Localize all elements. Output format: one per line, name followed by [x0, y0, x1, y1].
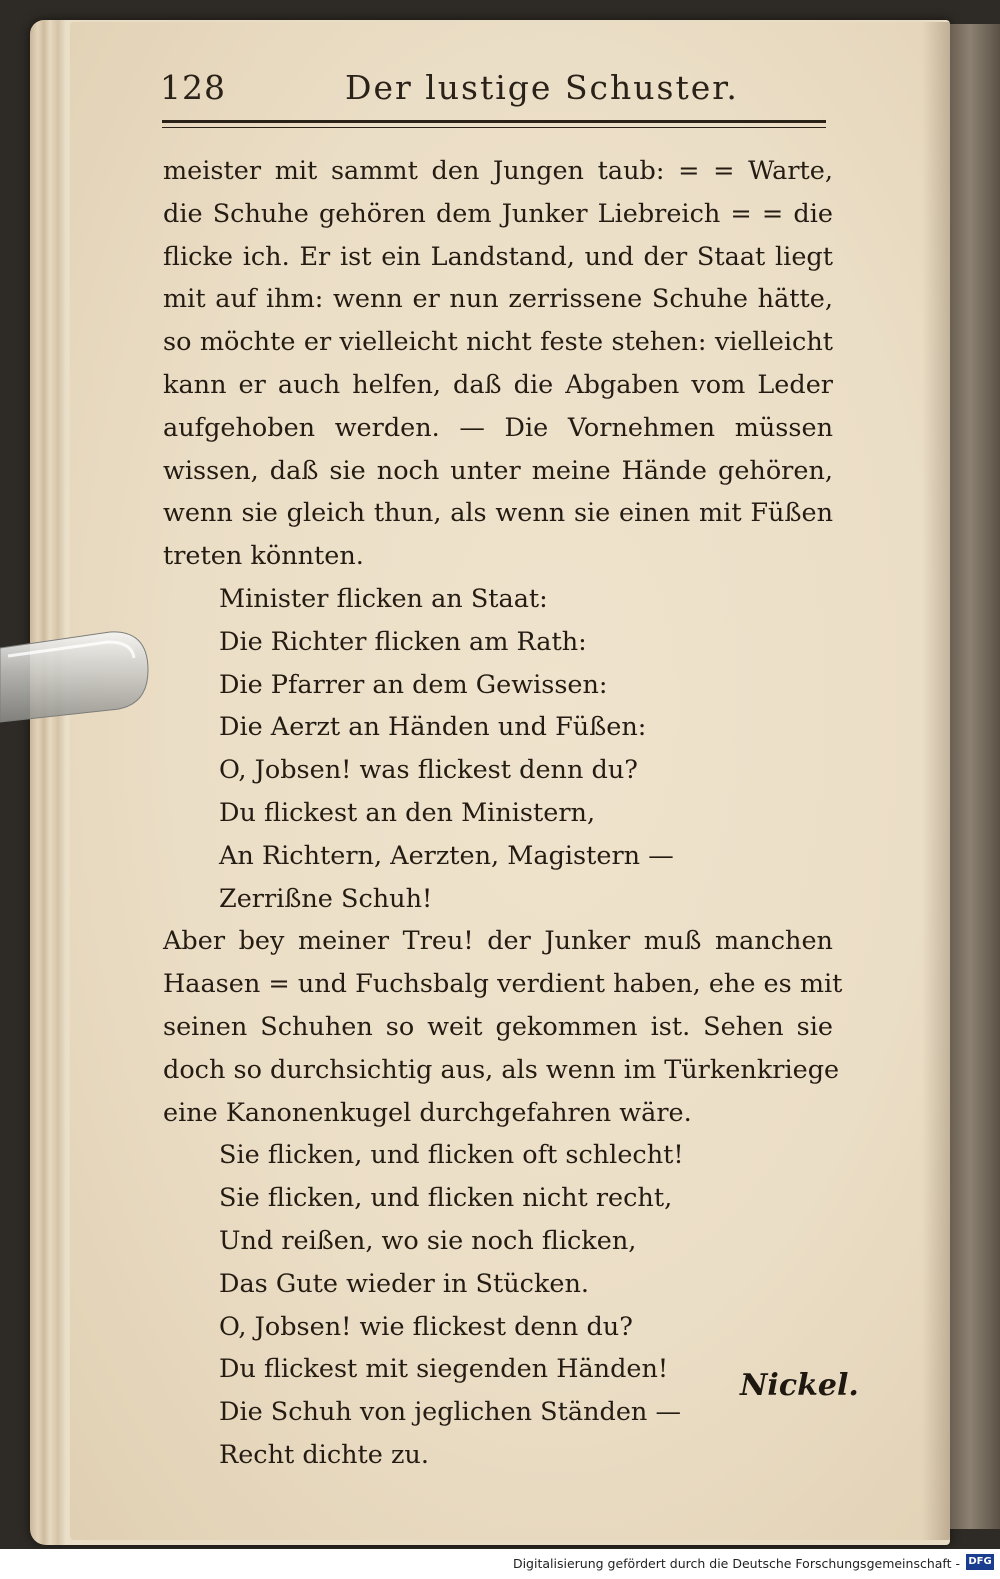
text-line: kann er auch helfen, daß die Abgaben vom Leder: [163, 369, 833, 400]
page-gutter-shadow: [922, 22, 950, 1540]
text-line: mit auf ihm: wenn er nun zerrissene Schuhe hätte,: [163, 284, 833, 315]
prose-paragraph-1: [163, 150, 833, 578]
text-line: die Schuhe gehören dem Junker Liebreich = = die: [163, 198, 833, 229]
text-line: flicke ich. Er ist ein Landstand, und der Staat liegt: [163, 241, 833, 272]
verse-stanza-1: [163, 578, 833, 920]
verse-stanza-2: [163, 1134, 833, 1476]
verse-line: Und reißen, wo sie noch flicken,: [219, 1225, 637, 1256]
verse-line: Du flickest an den Ministern,: [219, 797, 596, 828]
running-title: Der lustige Schuster.: [345, 68, 739, 107]
verse-line: O, Jobsen! was flickest denn du?: [219, 755, 638, 786]
verse-line: Sie flicken, und flicken oft schlecht!: [219, 1140, 684, 1171]
verse-line: Die Schuh von jeglichen Ständen —: [219, 1397, 681, 1428]
signature: Nickel.: [740, 1368, 859, 1403]
text-line: doch so durchsichtig aus, als wenn im Türkenkriege: [163, 1054, 840, 1085]
verse-line: Recht dichte zu.: [219, 1439, 429, 1470]
verse-line: Sie flicken, und flicken nicht recht,: [219, 1183, 673, 1214]
text-line: Haasen = und Fuchsbalg verdient haben, ehe es mit: [163, 969, 843, 1000]
facing-page-edge: [950, 24, 1000, 1529]
page-holder-clip: [0, 610, 150, 730]
verse-line: Du flickest mit siegenden Händen!: [219, 1354, 669, 1385]
text-line: so möchte er vielleicht nicht feste stehen: vielleicht: [163, 327, 833, 358]
text-line: wenn sie gleich thun, als wenn sie einen mit Füßen: [163, 498, 833, 529]
verse-line: Die Aerzt an Händen und Füßen:: [219, 712, 647, 743]
header-rule: [162, 120, 826, 123]
text-line: meister mit sammt den Jungen taub: = = Warte,: [163, 156, 833, 186]
verse-line: An Richtern, Aerzten, Magistern —: [219, 840, 674, 871]
text-line: seinen Schuhen so weit gekommen ist. Sehen sie: [163, 1011, 833, 1042]
prose-paragraph-2: [163, 920, 843, 1134]
text-line: wissen, daß sie noch unter meine Hände gehören,: [163, 455, 833, 486]
verse-line: Die Pfarrer an dem Gewissen:: [219, 669, 608, 700]
digitization-footer: [0, 1549, 1000, 1579]
page-body: [163, 150, 843, 1477]
footer-credit: Digitalisierung gefördert durch die Deutsche Forschungsgemeinschaft -: [512, 1556, 960, 1571]
text-line: treten könnten.: [163, 541, 364, 572]
dfg-logo: DFG: [966, 1554, 994, 1570]
verse-line: Die Richter flicken am Rath:: [219, 626, 587, 657]
verse-line: O, Jobsen! wie flickest denn du?: [219, 1311, 633, 1342]
text-line: Aber bey meiner Treu! der Junker muß manchen: [163, 926, 833, 957]
running-head: [160, 62, 830, 114]
page-number: 128: [160, 68, 226, 107]
header-rule-thin: [162, 127, 826, 128]
verse-line: Minister flicken an Staat:: [219, 583, 548, 614]
text-line: aufgehoben werden. — Die Vornehmen müssen: [163, 412, 833, 443]
text-line: eine Kanonenkugel durchgefahren wäre.: [163, 1097, 692, 1128]
verse-line: Zerrißne Schuh!: [219, 883, 433, 914]
verse-line: Das Gute wieder in Stücken.: [219, 1268, 590, 1299]
